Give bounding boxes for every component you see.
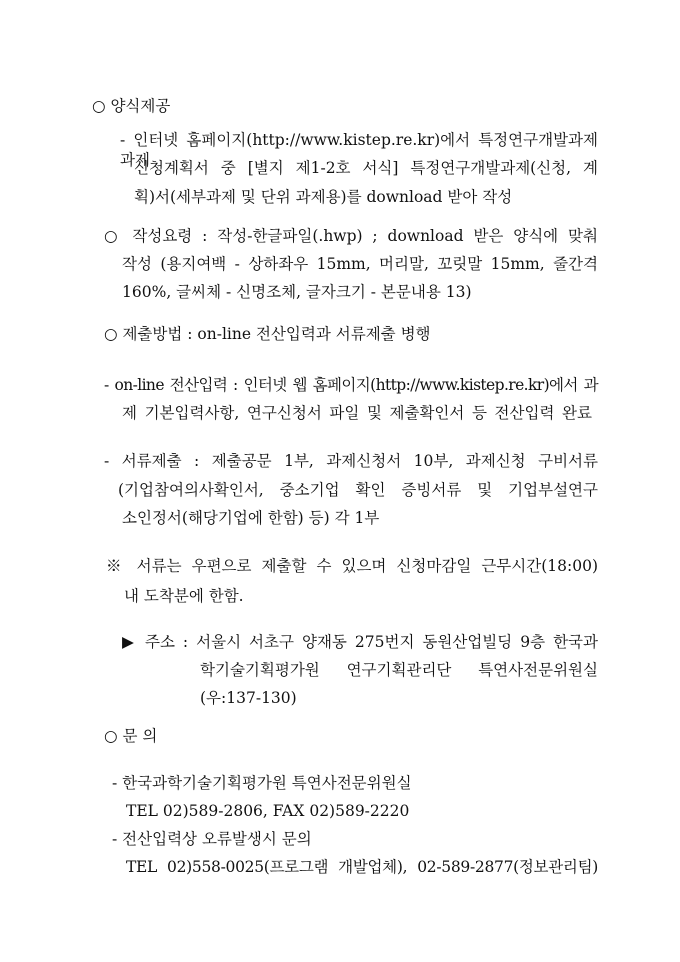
writing-guide-line: 작성 (용지여백 - 상하좌우 15mm, 머리말, 꼬릿말 15mm, 줄간격 — [122, 255, 598, 273]
paper-submission-line: 소인정서(해당기업에 한함) 등) 각 1부 — [122, 509, 380, 527]
form-item-line: - 인터넷 홈페이지(http://www.kistep.re.kr)에서 특정연구개발과제 과제 — [120, 131, 598, 169]
address-line: ▶ 주소 : 서울시 서초구 양재동 275번지 동원산업빌딩 9층 한국과 — [122, 633, 598, 651]
contact-error-phone: TEL 02)558-0025(프로그램 개발업체), 02-589-2877(정보관리팀) — [126, 858, 598, 876]
form-item-line: 신청계획서 중 [별지 제1-2호 서식] 특정연구개발과제(신청, 계 — [134, 159, 598, 177]
address-line: (우:137-130) — [200, 689, 297, 707]
contact-error-line: - 전산입력상 오류발생시 문의 — [112, 830, 312, 848]
section-heading-inquiry: ○ 문 의 — [104, 727, 158, 745]
section-heading-form: ○ 양식제공 — [92, 97, 171, 115]
contact-org-phone: TEL 02)589-2806, FAX 02)589-2220 — [126, 802, 410, 820]
note-line: 내 도착분에 한함. — [124, 587, 244, 605]
writing-guide-line: 160%, 글씨체 - 신명조체, 글자크기 - 본문내용 13) — [122, 283, 472, 301]
online-input-line: - on-line 전산입력 : 인터넷 웹 홈페이지(http://www.kistep.re.kr)에서 과 — [104, 376, 598, 394]
note-line: ※ 서류는 우편으로 제출할 수 있으며 신청마감일 근무시간(18:00) — [106, 557, 598, 575]
paper-submission-line: - 서류제출 : 제출공문 1부, 과제신청서 10부, 과제신청 구비서류 — [104, 452, 598, 470]
paper-submission-line: (기업참여의사확인서, 중소기업 확인 증빙서류 및 기업부설연구 — [118, 481, 598, 499]
online-input-line: 제 기본입력사항, 연구신청서 파일 및 제출확인서 등 전산입력 완료 — [122, 404, 592, 422]
writing-guide-line: ○ 작성요령 : 작성-한글파일(.hwp) ; download 받은 양식에 맞춰 — [104, 227, 598, 245]
form-item-line: 획)서(세부과제 및 단위 과제용)를 download 받아 작성 — [134, 188, 513, 206]
section-heading-submission: ○ 제출방법 : on-line 전산입력과 서류제출 병행 — [104, 325, 431, 343]
contact-org-line: - 한국과학기술기획평가원 특연사전문위원실 — [112, 774, 412, 792]
address-line: 학기술기획평가원 연구기획관리단 특연사전문위원실 — [200, 661, 598, 679]
